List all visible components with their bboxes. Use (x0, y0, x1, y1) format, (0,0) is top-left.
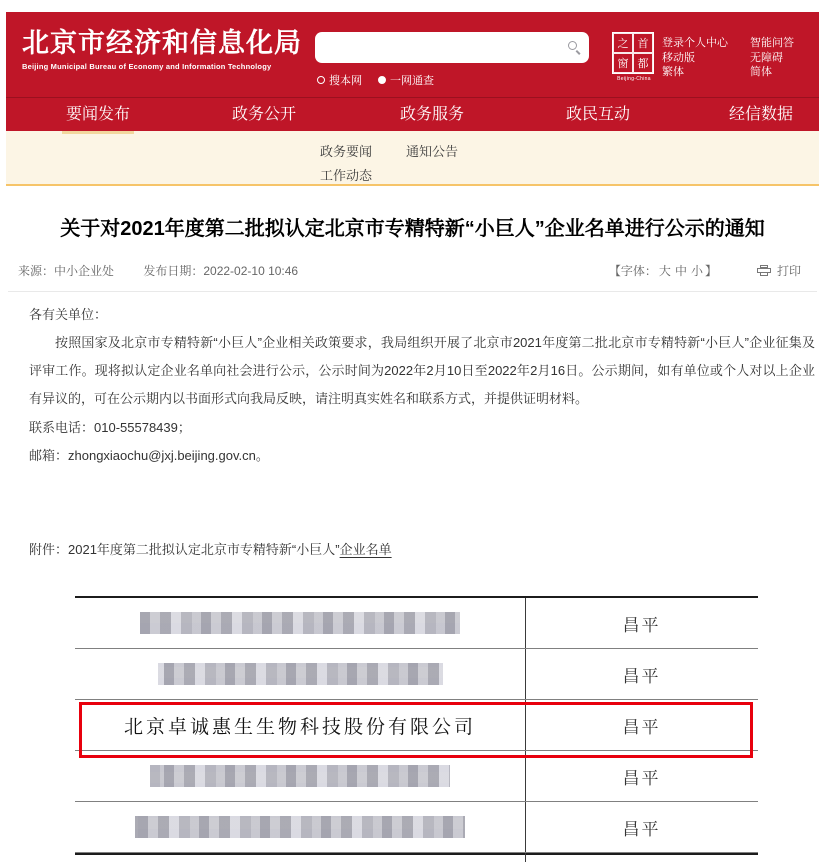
attachment-line (29, 536, 392, 564)
font-size-label: 【字体： (608, 264, 657, 278)
district-cell: 昌平 (622, 666, 661, 686)
link-accessibility[interactable]: 无障碍 (750, 51, 783, 64)
printer-icon[interactable] (757, 265, 771, 276)
subnav-item-notices[interactable]: 通知公告 (406, 144, 459, 159)
search-input[interactable] (327, 32, 557, 63)
article-title: 关于对2021年度第二批拟认定北京市专精特新“小巨人”企业名单进行公示的通知 (60, 218, 765, 240)
header-links-col1 (662, 36, 728, 80)
attachment-link[interactable]: 企业名单 (339, 542, 392, 557)
nav-item-data[interactable]: 经信数据 (728, 106, 794, 123)
main-nav (6, 97, 819, 131)
link-mobile[interactable]: 移动版 (662, 51, 695, 64)
font-size-close: 】 (704, 264, 717, 278)
logo-char: 窗 (613, 53, 633, 73)
site-brand (22, 28, 302, 71)
link-smart-qa[interactable]: 智能问答 (750, 37, 794, 49)
search-scope (317, 72, 444, 88)
nav-item-news[interactable]: 要闻发布 (65, 106, 131, 123)
attachment-label: 附件： (29, 542, 69, 557)
body-paragraph: 按照国家及北京市专精特新“小巨人”企业相关政策要求，我局组织开展了北京市2021年度第二批北京市专精特新“小巨人”企业征集及评审工作。现将拟认定企业名单向社会进行公示，公示时间为2022年2月10日至2022年2月16日。公示期间，如有单位或个人对以上企业有异议的，可在公示期内以书面形式向我局反映，请注明真实姓名和联系方式，并提供证明材料。 (29, 335, 815, 406)
link-simplified[interactable]: 简体 (750, 66, 772, 78)
font-size-small[interactable]: 小 (690, 264, 703, 278)
article-meta (18, 262, 801, 280)
scope-site-label: 搜本网 (329, 75, 362, 87)
district-cell: 昌平 (622, 768, 661, 788)
site-title: 北京市经济和信息化局 (22, 28, 302, 58)
active-tab-indicator (62, 131, 134, 134)
salutation: 各有关单位： (29, 307, 108, 322)
table-row (75, 598, 758, 649)
logo-char: 都 (633, 53, 653, 73)
company-table (75, 596, 758, 855)
print-button[interactable]: 打印 (776, 264, 801, 278)
font-size-widget (609, 262, 717, 279)
link-traditional[interactable]: 繁体 (662, 66, 684, 78)
masked-company-name (150, 765, 450, 787)
search-icon[interactable] (568, 41, 577, 50)
link-login-center[interactable]: 登录个人中心 (662, 37, 728, 49)
radio-unselected-icon[interactable] (317, 76, 325, 84)
article-date: 发布日期：2022-02-10 10:46 (143, 264, 299, 278)
scope-site-option[interactable] (317, 72, 362, 88)
article-source: 来源：中小企业处 (18, 264, 115, 278)
district-cell: 昌平 (622, 819, 661, 839)
district-cell: 昌平 (622, 615, 661, 635)
subnav-item-gov-news[interactable]: 政务要闻 (320, 144, 373, 159)
table-row (75, 751, 758, 802)
nav-item-interaction[interactable]: 政民互动 (565, 106, 631, 123)
site-subtitle: Beijing Municipal Bureau of Economy and Information Technology (22, 62, 272, 71)
masked-company-name (135, 816, 465, 838)
contact-email: 邮箱：zhongxiaochu@jxj.beijing.gov.cn。 (29, 448, 269, 463)
table-row (75, 802, 758, 853)
search-box (315, 32, 589, 63)
logo-char: 之 (613, 33, 633, 53)
contact-phone: 联系电话：010-55578439； (29, 420, 191, 435)
nav-item-disclosure[interactable]: 政务公开 (231, 106, 297, 123)
district-cell: 昌平 (622, 717, 661, 737)
masked-company-name (140, 612, 460, 634)
radio-selected-icon[interactable] (378, 76, 386, 84)
logo-char: 首 (633, 33, 653, 53)
capital-window-logo[interactable] (612, 32, 654, 74)
divider (8, 291, 817, 292)
subnav-item-work-news[interactable]: 工作动态 (320, 168, 373, 183)
sub-nav (6, 131, 819, 186)
font-size-large[interactable]: 大 (658, 264, 671, 278)
site-header (6, 12, 819, 97)
logo-caption: Beijing-China (617, 76, 651, 82)
header-links-col2 (750, 36, 794, 80)
table-row-highlighted (75, 700, 758, 751)
attachment-text: 2021年度第二批拟认定北京市专精特新“小巨人” (68, 542, 340, 557)
scope-net-label: 一网通查 (390, 75, 434, 87)
font-size-medium[interactable]: 中 (674, 264, 687, 278)
company-name: 北京卓诚惠生生物科技股份有限公司 (123, 716, 476, 738)
nav-item-services[interactable]: 政务服务 (399, 106, 465, 123)
scope-net-option[interactable] (378, 72, 434, 88)
table-row (75, 649, 758, 700)
masked-company-name (158, 663, 443, 685)
